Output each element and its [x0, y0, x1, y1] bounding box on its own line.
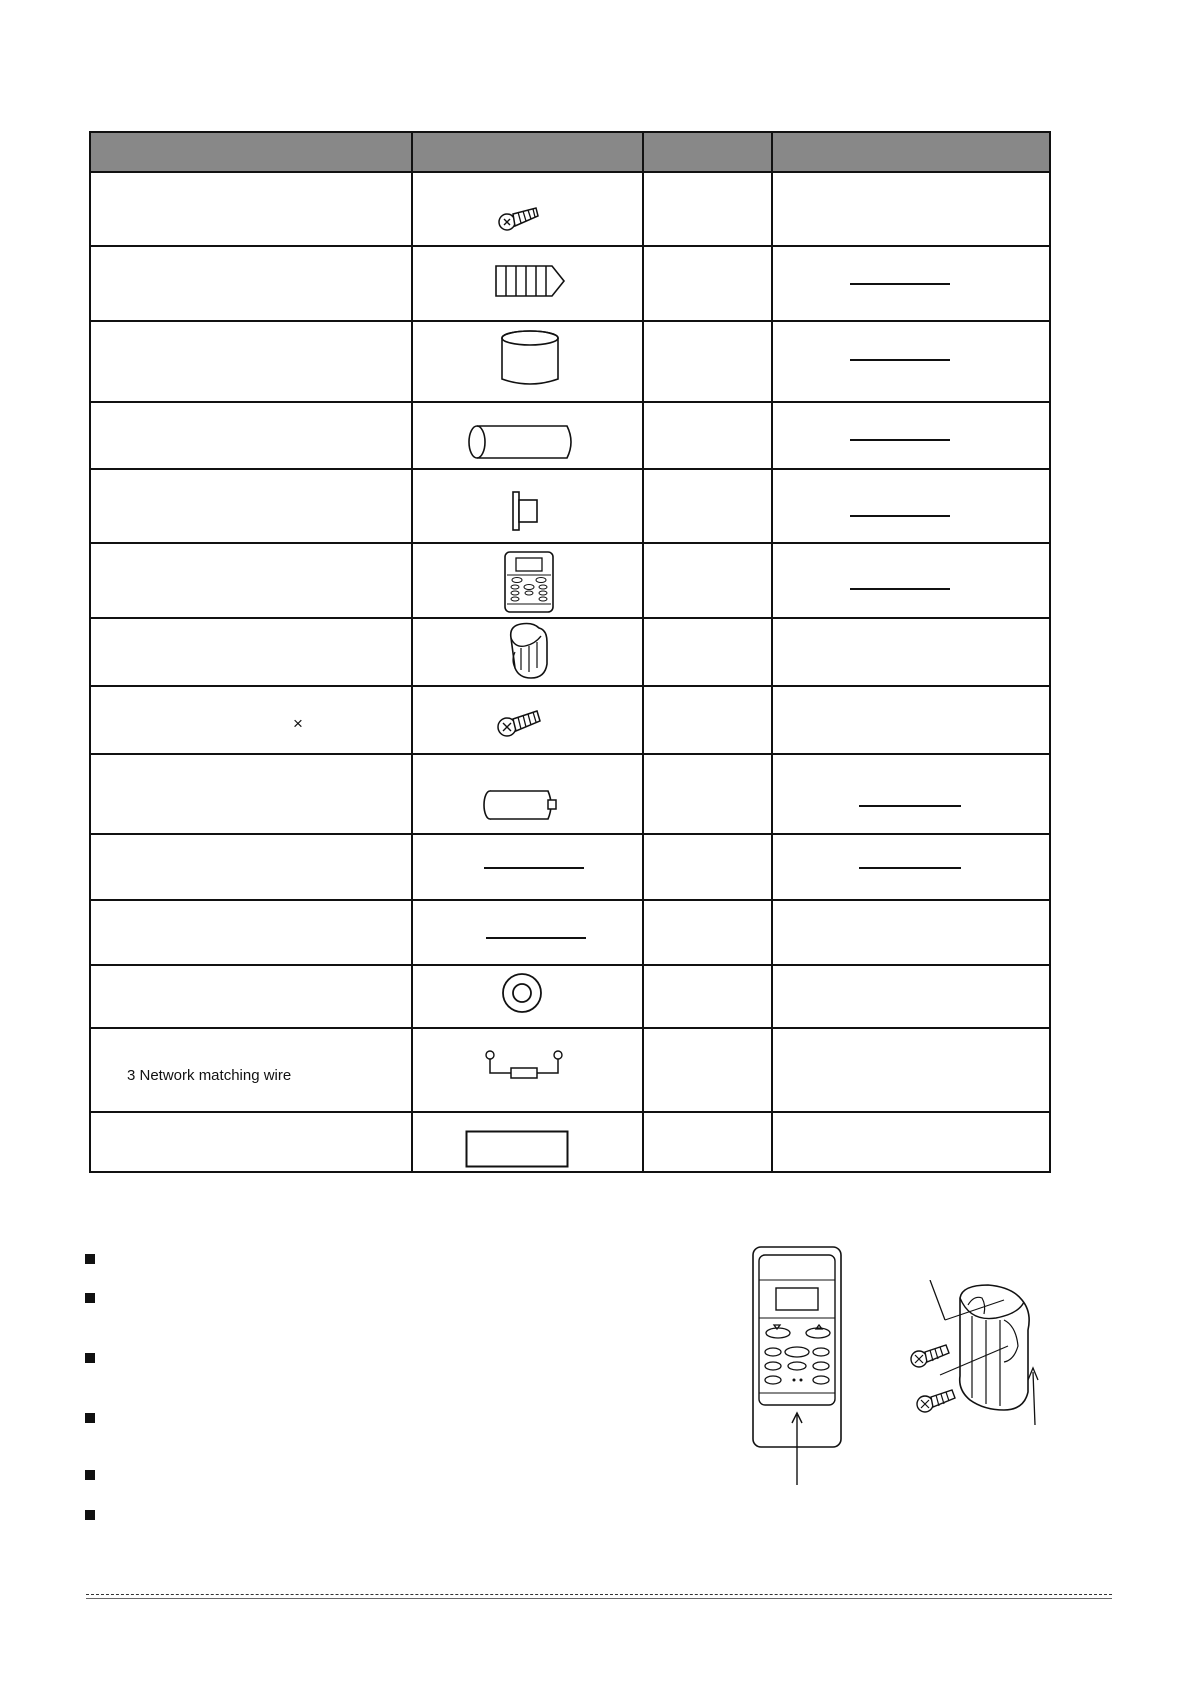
- accessory-table: [89, 131, 1051, 1173]
- blank-line: [850, 588, 950, 590]
- row-divider: [91, 685, 1049, 687]
- blank-line: [850, 359, 950, 361]
- screw-icon: [496, 200, 546, 236]
- times-symbol: ×: [293, 714, 303, 733]
- small-cap-icon: [511, 490, 541, 532]
- column-divider: [642, 133, 644, 1171]
- blank-line: [859, 805, 961, 807]
- blank-line: [859, 867, 961, 869]
- row-divider: [91, 964, 1049, 966]
- pipe-icon: [467, 423, 579, 461]
- bullet-marker: [85, 1353, 95, 1363]
- blank-line: [850, 439, 950, 441]
- footer-divider: [86, 1598, 1112, 1599]
- remote-control-icon: [503, 550, 555, 614]
- row-divider: [91, 542, 1049, 544]
- row-divider: [91, 617, 1049, 619]
- row-name-network-matching-wire: 3 Network matching wire: [127, 1067, 292, 1084]
- remote-control-illustration: [750, 1245, 868, 1485]
- label-box-icon: [465, 1130, 569, 1168]
- row-divider: [91, 753, 1049, 755]
- row-divider: [91, 899, 1049, 901]
- bullet-marker: [85, 1254, 95, 1264]
- screw-icon: [914, 1382, 960, 1418]
- bullet-marker: [85, 1413, 95, 1423]
- blank-line: [484, 867, 584, 869]
- row-divider: [91, 1111, 1049, 1113]
- bullet-marker: [85, 1510, 95, 1520]
- cap-icon: [499, 329, 561, 389]
- row-divider: [91, 833, 1049, 835]
- bullet-marker: [85, 1470, 95, 1480]
- footer-divider: [86, 1594, 1112, 1595]
- remote-holder-icon: [505, 620, 551, 682]
- wall-plug-icon: [494, 264, 566, 298]
- matching-wire-icon: [483, 1049, 565, 1089]
- screw-icon: [495, 703, 545, 741]
- battery-icon: [482, 788, 562, 822]
- ring-icon: [500, 971, 544, 1015]
- table-header-row: [91, 133, 1049, 173]
- row-divider: [91, 1027, 1049, 1029]
- column-divider: [411, 133, 413, 1171]
- row-divider: [91, 320, 1049, 322]
- blank-line: [850, 283, 950, 285]
- row-divider: [91, 401, 1049, 403]
- column-divider: [771, 133, 773, 1171]
- row-divider: [91, 468, 1049, 470]
- blank-line: [486, 937, 586, 939]
- screw-icon: [908, 1337, 954, 1373]
- blank-line: [850, 515, 950, 517]
- bullet-marker: [85, 1293, 95, 1303]
- row-divider: [91, 245, 1049, 247]
